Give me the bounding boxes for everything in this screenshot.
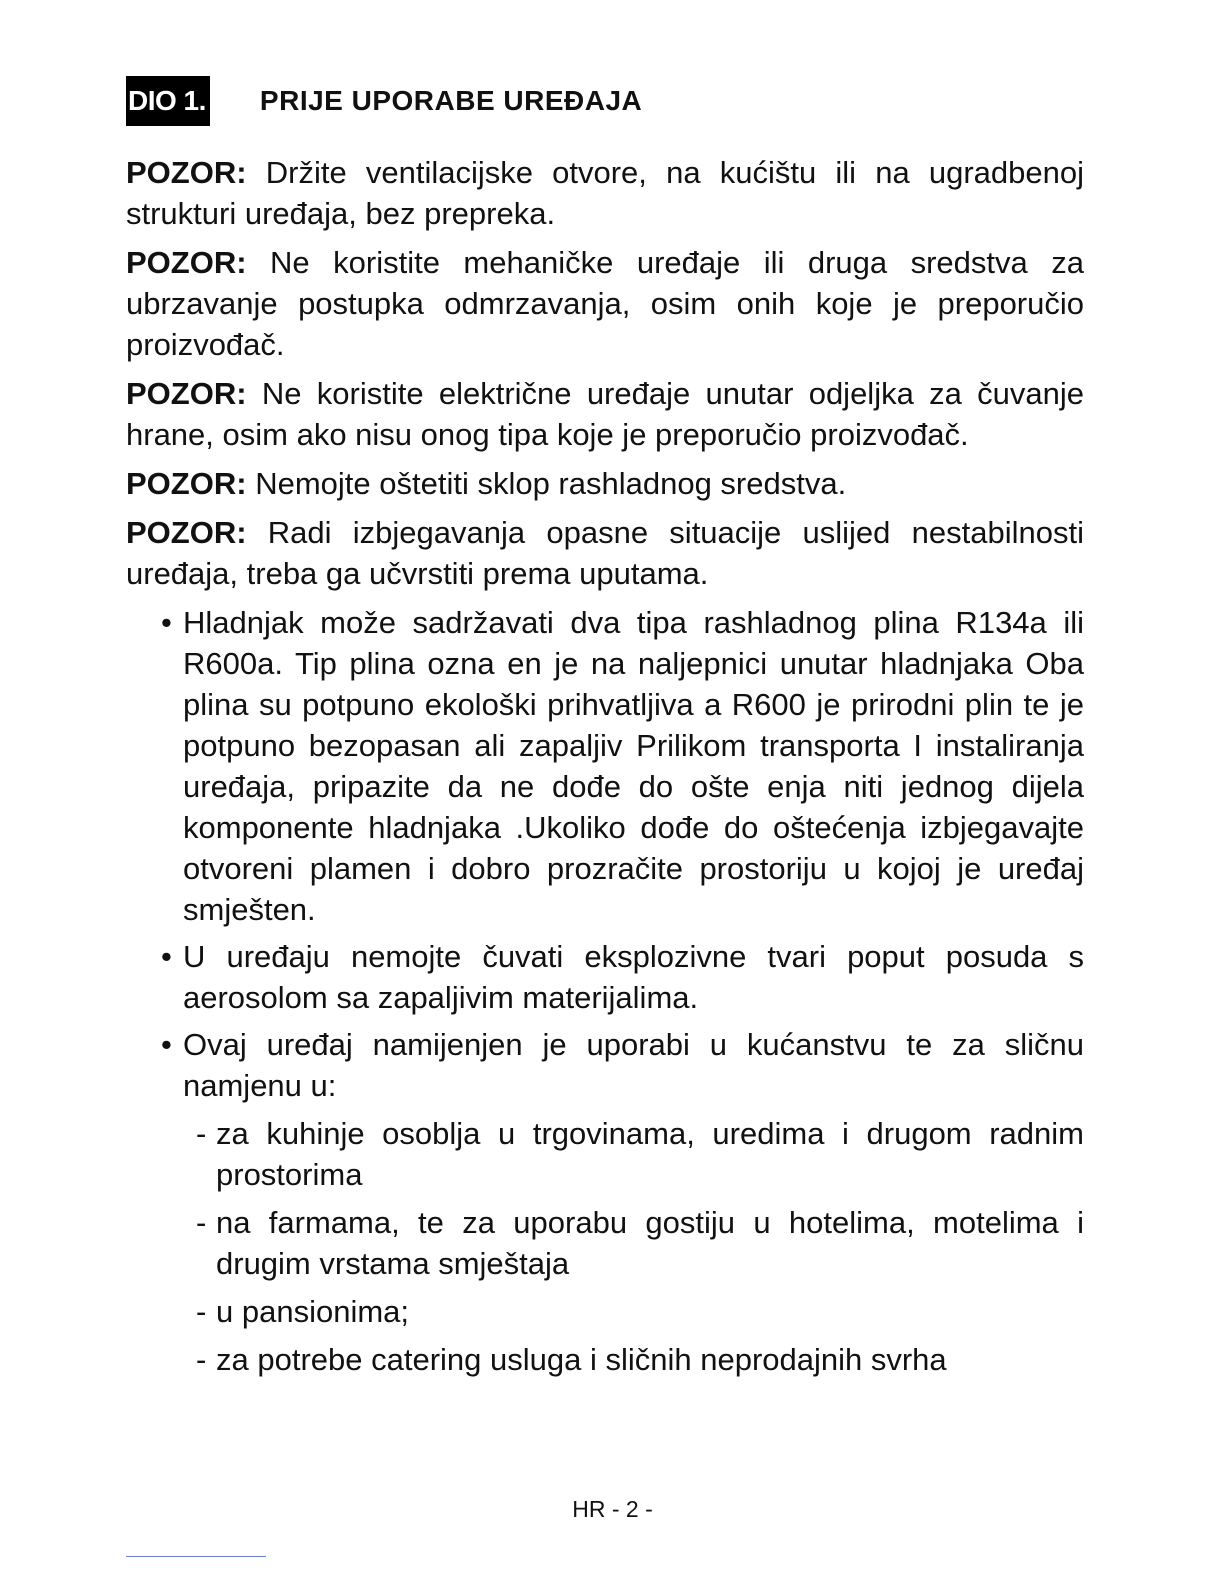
bullet-text: U uređaju nemojte čuvati eksplozivne tvari poput posuda s aerosolom sa zapaljivim materijalima. — [183, 939, 1084, 1015]
section-title: PRIJE UPORABE UREĐAJA — [259, 85, 643, 116]
sub-list-item — [196, 1202, 1084, 1284]
warning-label: POZOR: — [126, 515, 247, 550]
page-number: HR - 2 - — [572, 1496, 653, 1522]
bullet-icon: • — [161, 1027, 172, 1062]
bullet-icon: • — [161, 605, 172, 640]
footer-divider — [126, 1556, 266, 1557]
sub-list-item — [196, 1291, 1084, 1332]
warning-paragraph — [126, 373, 1084, 455]
sub-list-text: za kuhinje osoblja u trgovinama, uredima i drugom radnim prostorima — [216, 1116, 1084, 1192]
sub-list-text: u pansionima; — [216, 1294, 410, 1329]
section-tag: DIO 1. — [126, 76, 210, 126]
bullet-item — [161, 1024, 1084, 1106]
dash-icon: - — [196, 1116, 207, 1151]
sub-list-text: za potrebe catering usluga i sličnih neprodajnih svrha — [216, 1342, 947, 1377]
sub-list-item — [196, 1339, 1084, 1380]
bullet-text: Ovaj uređaj namijenjen je uporabi u kućanstvu te za sličnu namjenu u: — [183, 1027, 1084, 1103]
document-body — [126, 152, 1084, 1387]
warning-paragraph — [126, 463, 1084, 504]
bullet-icon: • — [161, 939, 172, 974]
warning-label: POZOR: — [126, 466, 247, 501]
warning-text: Radi izbjegavanja opasne situacije uslijed nestabilnosti uređaja, treba ga učvrstiti prema uputama. — [126, 515, 1084, 591]
bullet-text: Hladnjak može sadržavati dva tipa rashladnog plina R134a ili R600a. Tip plina ozna en je na naljepnici unutar hladnjaka Oba plina su potpuno ekološki prihvatljiva a R600 je prirodni plin te je potpuno bezopasan ali zapaljiv Prilikom transporta I instaliranja uređaja, pripazite da ne dođe do ošte enja niti jednog dijela komponente hladnjaka .Ukoliko dođe do oštećenja izbjegavajte otvoreni plamen i dobro prozračite prostoriju u kojoj je uređaj smješten. — [183, 605, 1084, 927]
warning-paragraph — [126, 242, 1084, 365]
bullet-item — [161, 936, 1084, 1018]
warning-paragraph — [126, 152, 1084, 234]
dash-icon: - — [196, 1342, 207, 1377]
sub-list-text: na farmama, te za uporabu gostiju u hotelima, motelima i drugim vrstama smještaja — [216, 1205, 1084, 1281]
sub-list-item — [196, 1113, 1084, 1195]
bullet-item — [161, 602, 1084, 930]
dash-icon: - — [196, 1205, 207, 1240]
warning-text: Ne koristite mehaničke uređaje ili druga sredstva za ubrzavanje postupka odmrzavanja, osim onih koje je preporučio proizvođač. — [126, 245, 1084, 362]
warning-text: Držite ventilacijske otvore, na kućištu ili na ugradbenoj strukturi uređaja, bez prepreka. — [126, 155, 1084, 231]
warning-paragraph — [126, 512, 1084, 594]
dash-icon: - — [196, 1294, 207, 1329]
warning-label: POZOR: — [126, 245, 247, 280]
warning-label: POZOR: — [126, 155, 247, 190]
section-header — [126, 76, 642, 126]
warning-text: Ne koristite električne uređaje unutar odjeljka za čuvanje hrane, osim ako nisu onog tipa koje je preporučio proizvođač. — [126, 376, 1084, 452]
warning-label: POZOR: — [126, 376, 247, 411]
warning-text: Nemojte oštetiti sklop rashladnog sredstva. — [255, 466, 847, 501]
